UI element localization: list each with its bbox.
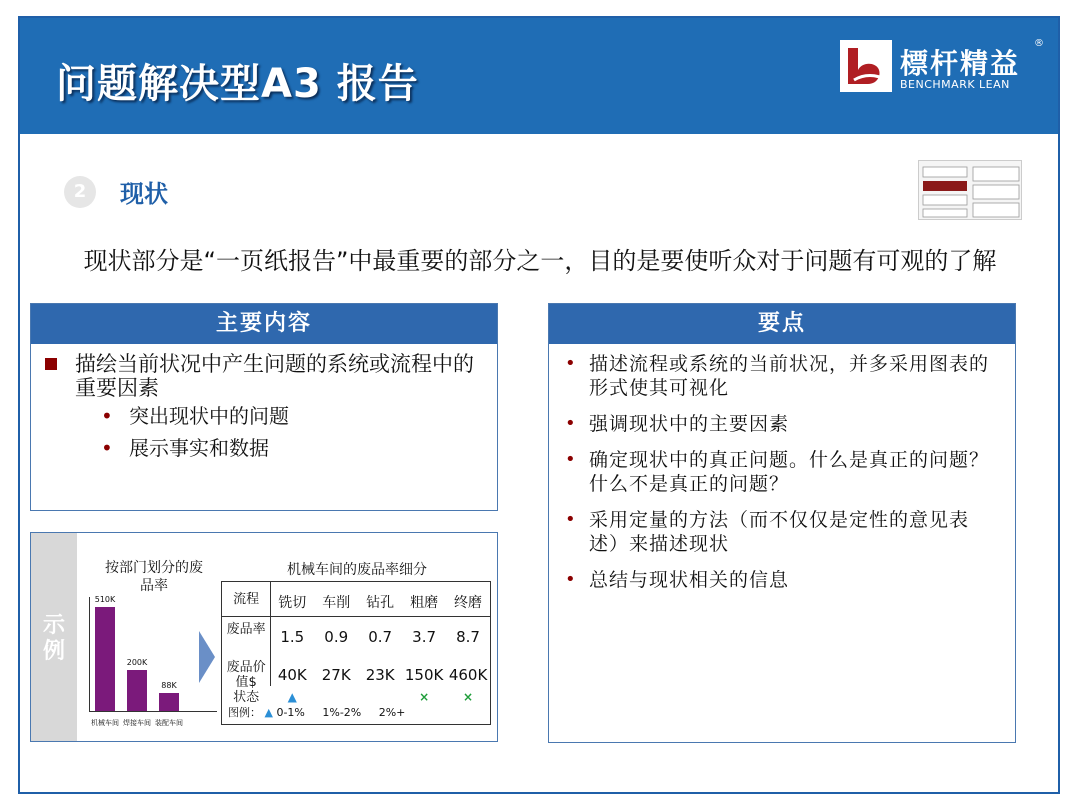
arrow-right-icon	[199, 631, 215, 683]
key-points-list	[549, 344, 1015, 612]
table-cell: 8.7	[456, 628, 480, 646]
header-bar	[20, 18, 1058, 134]
page-title: 问题解决型A3 报告	[56, 61, 419, 107]
table-row-label: 废品价值$	[226, 660, 266, 690]
table-cell: 23K	[365, 666, 395, 684]
bar-value-label: 510K	[94, 595, 116, 604]
bar-category-label: 焊接车间	[123, 719, 151, 727]
list-item	[565, 412, 999, 436]
bullet-icon: •	[565, 449, 577, 470]
table-header-cell: 钻孔	[366, 595, 395, 611]
list-subitem	[45, 432, 483, 464]
bar-machining	[95, 607, 115, 711]
table-header-cell: 流程	[233, 592, 260, 607]
table-cell: 1.5	[280, 628, 305, 646]
table-header-cell: 车削	[322, 595, 351, 611]
square-bullet-icon	[45, 358, 57, 370]
bar-category-label: 装配车间	[155, 719, 183, 727]
table-header-cell: 终磨	[454, 595, 483, 611]
list-item-text: 总结与现状相关的信息	[589, 569, 790, 591]
legend-item: 1%-2%	[322, 706, 362, 719]
list-item	[45, 352, 483, 400]
table-header-cell: 铣切	[278, 595, 307, 611]
legend-item: 2%+	[378, 706, 406, 719]
table-cell: 150K	[404, 666, 444, 684]
section-number: 2	[64, 176, 96, 208]
legend-triangle-icon: ▲	[264, 706, 273, 719]
table-legend	[228, 704, 405, 720]
list-item-text: 确定现状中的真正问题。什么是真正的问题？什么不是真正的问题？	[589, 449, 990, 495]
bullet-icon: •	[565, 509, 577, 530]
key-points-box	[548, 303, 1016, 743]
list-item	[565, 568, 999, 592]
bar-assembly	[159, 693, 179, 711]
example-label: 示例	[43, 613, 66, 664]
list-item	[565, 448, 999, 496]
list-subitem-text: 突出现状中的问题	[129, 404, 289, 428]
table-cell	[314, 690, 358, 705]
example-side-panel	[31, 533, 77, 741]
scrap-table	[221, 581, 491, 725]
bullet-icon: •	[101, 436, 113, 460]
example-box	[30, 532, 498, 742]
logo-subtitle: BENCHMARK LEAN	[900, 78, 1010, 91]
list-item-text: 采用定量的方法（而不仅仅是定性的意见表述）来描述现状	[589, 509, 970, 555]
main-content-list	[31, 344, 497, 472]
list-item-text: 描述流程或系统的当前状况，并多采用图表的形式使其可视化	[589, 353, 990, 399]
list-item-text: 强调现状中的主要因素	[589, 413, 790, 435]
table-row	[222, 622, 490, 652]
intro-text: 现状部分是“一页纸报告”中最重要的部分之一，目的是要使听众对于问题有可观的了解	[83, 247, 997, 275]
bullet-icon: •	[565, 569, 577, 590]
table-row	[222, 660, 490, 690]
list-subitem	[45, 400, 483, 432]
bullet-icon: •	[565, 353, 577, 374]
table-row-status	[222, 690, 490, 705]
table-header-row	[222, 592, 490, 612]
bar-chart-y-axis	[89, 597, 90, 711]
section-title: 现状	[120, 180, 168, 208]
bullet-icon: •	[101, 404, 113, 428]
table-cell: 40K	[277, 666, 307, 684]
list-subitem-text: 展示事实和数据	[129, 436, 269, 460]
bar-category-label: 机械车间	[91, 719, 119, 727]
status-cross-icon: ×	[463, 690, 474, 704]
key-points-heading: 要点	[549, 304, 1015, 344]
table-cell: 3.7	[412, 628, 437, 646]
status-cross-icon: ×	[419, 690, 430, 704]
legend-item: 0-1%	[276, 706, 305, 719]
logo-mark-icon	[840, 40, 892, 92]
table-cell	[358, 690, 402, 705]
a3-thumbnail-icon	[918, 160, 1022, 220]
table-cell: 27K	[321, 666, 351, 684]
list-item	[565, 352, 999, 400]
bar-value-label: 200K	[126, 658, 148, 667]
table-cell: 0.7	[368, 628, 393, 646]
main-content-heading: 主要内容	[31, 304, 497, 344]
bullet-icon: •	[565, 413, 577, 434]
logo-text: 標杆精益	[900, 47, 1021, 80]
table-header-cell: 粗磨	[410, 595, 439, 611]
table-row-label: 状态	[233, 690, 260, 705]
table-title: 机械车间的废品率细分	[287, 562, 427, 578]
table-cell: 0.9	[324, 628, 349, 646]
bar-chart-x-axis	[89, 711, 217, 712]
table-divider	[222, 616, 490, 617]
logo	[840, 38, 1044, 100]
list-item	[565, 508, 999, 556]
table-row-label: 废品率	[226, 622, 266, 637]
bar-value-label: 88K	[161, 681, 177, 690]
bar-chart-title: 按部门划分的废品率	[105, 560, 203, 594]
bar-welding	[127, 670, 147, 711]
list-item-text: 描绘当前状况中产生问题的系统或流程中的重要因素	[75, 352, 474, 400]
status-triangle-icon: ▲	[287, 690, 297, 704]
table-cell: 460K	[448, 666, 488, 684]
main-content-box	[30, 303, 498, 511]
registered-mark: ®	[1034, 38, 1044, 49]
legend-label: 图例：	[228, 706, 261, 719]
